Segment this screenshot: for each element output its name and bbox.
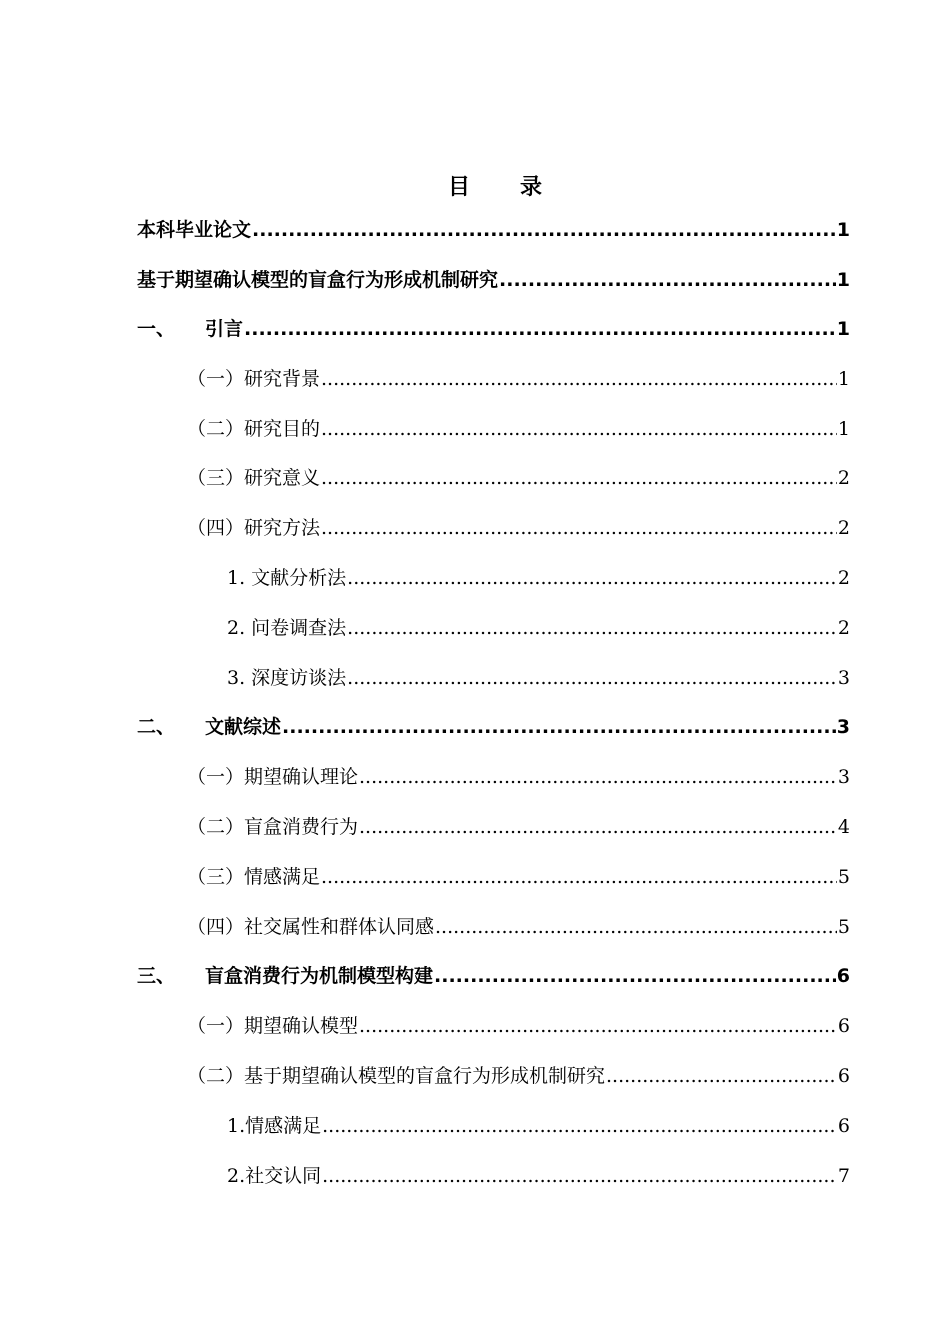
toc-entry[interactable] xyxy=(187,813,850,841)
toc-entry-number: 二、 xyxy=(137,716,176,738)
toc-leader-dots xyxy=(322,1112,837,1140)
toc-entry-page: 1 xyxy=(836,219,850,241)
toc-entry[interactable] xyxy=(187,863,850,891)
toc-entry-text: （四）研究方法 xyxy=(187,517,321,539)
toc-leader-dots xyxy=(347,664,837,692)
toc-entry-page: 2 xyxy=(837,617,850,639)
toc-entry[interactable] xyxy=(227,614,850,642)
toc-leader-dots xyxy=(321,415,837,443)
toc-entry-page: 1 xyxy=(836,318,850,340)
toc-entry[interactable] xyxy=(137,962,850,990)
toc-leader-dots xyxy=(321,365,837,393)
toc-entry-page: 3 xyxy=(837,667,850,689)
toc-entry-page: 3 xyxy=(837,766,850,788)
toc-entry-page: 5 xyxy=(837,866,850,888)
toc-entry[interactable] xyxy=(187,763,850,791)
toc-entry-text: （四）社交属性和群体认同感 xyxy=(187,916,435,938)
toc-entry-text: 2. 问卷调查法 xyxy=(227,617,347,639)
toc-leader-dots xyxy=(322,1162,837,1190)
toc-entry[interactable] xyxy=(137,266,850,294)
toc-entry-page: 6 xyxy=(837,1015,850,1037)
toc-entry-text: （二）基于期望确认模型的盲盒行为形成机制研究 xyxy=(187,1065,606,1087)
toc-entry[interactable] xyxy=(187,365,850,393)
toc-leader-dots xyxy=(359,813,837,841)
toc-leader-dots xyxy=(359,763,837,791)
toc-entry[interactable] xyxy=(187,415,850,443)
toc-leader-dots xyxy=(321,464,837,492)
toc-entry[interactable] xyxy=(227,1112,850,1140)
toc-entry-text: 2.社交认同 xyxy=(227,1165,322,1187)
toc-entry-text: （二）研究目的 xyxy=(187,418,321,440)
toc-entry-text: （三）情感满足 xyxy=(187,866,321,888)
toc-entry-text: 文献综述 xyxy=(205,716,282,738)
toc-leader-dots xyxy=(244,315,836,343)
toc-entry[interactable] xyxy=(137,315,850,343)
toc-leader-dots xyxy=(321,514,837,542)
toc-leader-dots xyxy=(359,1012,837,1040)
toc-entry[interactable] xyxy=(187,514,850,542)
toc-leader-dots xyxy=(347,564,837,592)
toc-leader-dots xyxy=(434,962,836,990)
toc-title-left: 目 xyxy=(447,175,470,200)
toc-entry-page: 5 xyxy=(837,916,850,938)
toc-entry-page: 2 xyxy=(837,567,850,589)
toc-entry[interactable] xyxy=(137,216,850,244)
toc-entry-text: （一）期望确认模型 xyxy=(187,1015,359,1037)
toc-entry-page: 4 xyxy=(837,816,850,838)
toc-entry[interactable] xyxy=(227,1162,850,1190)
toc-entry-text: 本科毕业论文 xyxy=(137,219,252,241)
toc-entry-page: 7 xyxy=(837,1165,850,1187)
toc-entry-number: 三、 xyxy=(137,965,176,987)
toc-leader-dots xyxy=(321,863,837,891)
toc-entry[interactable] xyxy=(187,1012,850,1040)
toc-entry-number: 一、 xyxy=(137,318,176,340)
toc-entry[interactable] xyxy=(187,1062,850,1090)
toc-entry-page: 1 xyxy=(836,269,850,291)
toc-title-right: 录 xyxy=(520,175,543,200)
toc-entry-text: 引言 xyxy=(205,318,244,340)
toc-entry[interactable] xyxy=(227,564,850,592)
toc-leader-dots xyxy=(252,216,836,244)
toc-entry-text: 1. 文献分析法 xyxy=(227,567,347,589)
toc-entry[interactable] xyxy=(227,664,850,692)
toc-entry-page: 2 xyxy=(837,517,850,539)
toc-entry-page: 1 xyxy=(837,418,850,440)
toc-entry-page: 6 xyxy=(837,1065,850,1087)
toc-entry[interactable] xyxy=(187,464,850,492)
toc-entry-page: 6 xyxy=(837,1115,850,1137)
toc-entry-text: （三）研究意义 xyxy=(187,467,321,489)
toc-leader-dots xyxy=(606,1062,837,1090)
toc-entry-text: （一）研究背景 xyxy=(187,368,321,390)
toc-entry-page: 6 xyxy=(836,965,850,987)
toc-entry-text: 1.情感满足 xyxy=(227,1115,322,1137)
toc-entry[interactable] xyxy=(187,913,850,941)
toc-entry-text: （一）期望确认理论 xyxy=(187,766,359,788)
toc-leader-dots xyxy=(435,913,837,941)
toc-entry[interactable] xyxy=(137,713,850,741)
toc-entry-text: 盲盒消费行为机制模型构建 xyxy=(205,965,434,987)
toc-leader-dots xyxy=(282,713,836,741)
toc-entry-text: （二）盲盒消费行为 xyxy=(187,816,359,838)
toc-leader-dots xyxy=(347,614,837,642)
toc-entry-text: 基于期望确认模型的盲盒行为形成机制研究 xyxy=(137,269,499,291)
toc-entry-page: 1 xyxy=(837,368,850,390)
toc-entry-page: 2 xyxy=(837,467,850,489)
toc-leader-dots xyxy=(499,266,836,294)
toc-entry-text: 3. 深度访谈法 xyxy=(227,667,347,689)
toc-entry-page: 3 xyxy=(836,716,850,738)
